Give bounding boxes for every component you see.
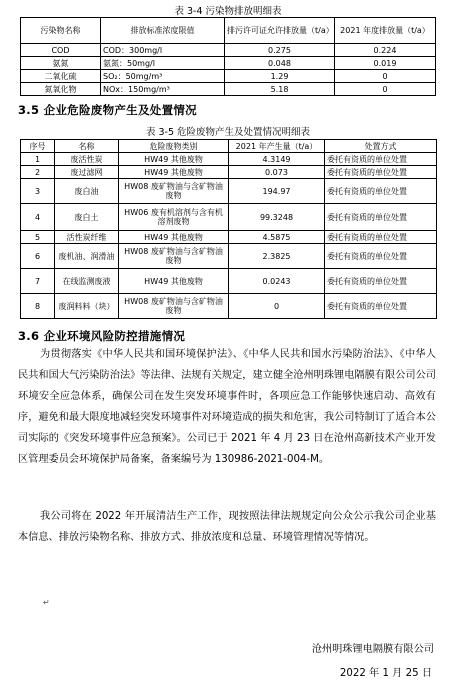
col-header: 危险废物类别 [119, 140, 229, 153]
table-cell: 委托有资质的单位处置 [325, 153, 437, 166]
col-header: 序号 [21, 140, 55, 153]
table-cell: 委托有资质的单位处置 [325, 244, 437, 269]
table-cell: 3 [21, 179, 55, 204]
table-cell: 委托有资质的单位处置 [325, 179, 437, 204]
table-row [21, 57, 436, 70]
table-cell: 0.224 [335, 44, 436, 57]
table-cell: 废机油、润滑油 [55, 244, 119, 269]
table-cell: 废活性炭 [55, 153, 119, 166]
pollutant-emission-table [20, 17, 436, 96]
table-cell: HW49 其他废物 [119, 231, 229, 244]
table-cell: 6 [21, 244, 55, 269]
table-row [21, 294, 437, 319]
col-header: 排污许可证允许排放量（t/a） [225, 18, 335, 44]
table-cell: 0 [229, 294, 325, 319]
table-row [21, 204, 437, 231]
table-cell: 5 [21, 231, 55, 244]
table-cell: 0.0243 [229, 269, 325, 294]
table-cell: 2 [21, 166, 55, 179]
table-row [21, 44, 436, 57]
col-header: 名称 [55, 140, 119, 153]
table-cell: 4 [21, 204, 55, 231]
body-paragraph: 我公司将在 2022 年开展清洁生产工作，现按照法律法规规定向公众公示我公司企业基本信息、排放污染物名称、排放方式、排放浓度和总量、环境管理情况等情况。 [18, 511, 436, 543]
section-heading-3-5: 3.5 企业危险废物产生及处置情况 [18, 103, 197, 117]
table-cell: 委托有资质的单位处置 [325, 204, 437, 231]
col-header: 2021 年度排放量（t/a） [335, 18, 436, 44]
paragraph-mark-icon: ↵ [43, 598, 50, 607]
table-cell: 0 [335, 83, 436, 96]
table-cell: 2.3825 [229, 244, 325, 269]
table-cell: 0.019 [335, 57, 436, 70]
table-row [21, 244, 437, 269]
table-cell: 二氧化硫 [21, 70, 101, 83]
table-cell: 废白土 [55, 204, 119, 231]
col-header: 排放标准浓度限值 [101, 18, 225, 44]
table-cell: 0 [335, 70, 436, 83]
table-cell: 氮氧化物 [21, 83, 101, 96]
table-header-row [21, 140, 437, 153]
table-cell: 0.048 [225, 57, 335, 70]
table-row [21, 231, 437, 244]
table-cell: 废白油 [55, 179, 119, 204]
table-cell: HW49 其他废物 [119, 166, 229, 179]
table-3-4-title: 表 3-4 污染物排放明细表 [174, 6, 282, 17]
section-heading-3-6: 3.6 企业环境风险防控措施情况 [18, 329, 186, 343]
body-paragraph: 为贯彻落实《中华人民共和国环境保护法》、《中华人民共和国水污染防治法》、《中华人民共和国大气污染防治法》等法律、法规有关规定，建立健全沧州明珠锂电隔膜有限公司公司环境安全应急体系，确保公司在发生突发环境事件时，各项应急工作能够快速启动、高效有序，避免和最大限度地减轻突发环境事件对环境造成的损失和危害，我公司特制订了适合本公司实际的《突发环境事件应急预案》。公司已于 2021 年 4 月 23 日在沧州高新技术产业开发区管理委员会环境保护局备案，备案编号为 130986-2021-004-M。 [18, 349, 436, 465]
table-cell: 1.29 [225, 70, 335, 83]
table-cell: 5.18 [225, 83, 335, 96]
hazardous-waste-table [20, 139, 437, 319]
table-row [21, 83, 436, 96]
table-cell: 194.97 [229, 179, 325, 204]
table-row [21, 70, 436, 83]
table-cell: 1 [21, 153, 55, 166]
table-cell: 废过滤网 [55, 166, 119, 179]
table-cell: 0.073 [229, 166, 325, 179]
table-cell: 委托有资质的单位处置 [325, 294, 437, 319]
table-cell: SO₂：50mg/m³ [101, 70, 225, 83]
col-header: 处置方式 [325, 140, 437, 153]
table-cell: HW49 其他废物 [119, 153, 229, 166]
table-cell: 委托有资质的单位处置 [325, 231, 437, 244]
table-cell: 7 [21, 269, 55, 294]
signature-company: 沧州明珠锂电隔膜有限公司 [311, 644, 434, 655]
table-3-5-title: 表 3-5 危险废物产生及处置情况明细表 [145, 127, 311, 138]
table-cell: 8 [21, 294, 55, 319]
table-cell: COD：300mg/l [101, 44, 225, 57]
table-cell: 4.3149 [229, 153, 325, 166]
table-cell: 活性炭纤维 [55, 231, 119, 244]
table-header-row [21, 18, 436, 44]
table-cell: 在线监测废液 [55, 269, 119, 294]
signature-date: 2022 年 1 月 25 日 [339, 668, 432, 679]
table-cell: HW08 废矿物油与含矿物油废物 [119, 244, 229, 269]
table-cell: HW08 废矿物油与含矿物油废物 [119, 179, 229, 204]
table-cell: HW49 其他废物 [119, 269, 229, 294]
table-cell: 废润料料（块） [55, 294, 119, 319]
table-cell: 99.3248 [229, 204, 325, 231]
table-cell: 氨氮 [21, 57, 101, 70]
col-header: 2021 年产生量（t/a） [229, 140, 325, 153]
table-cell: COD [21, 44, 101, 57]
table-cell: 委托有资质的单位处置 [325, 166, 437, 179]
table-cell: 0.275 [225, 44, 335, 57]
table-cell: HW08 废矿物油与含矿物油废物 [119, 294, 229, 319]
table-cell: NOx：150mg/m³ [101, 83, 225, 96]
table-row [21, 269, 437, 294]
table-cell: 4.5875 [229, 231, 325, 244]
col-header: 污染物名称 [21, 18, 101, 44]
table-cell: 委托有资质的单位处置 [325, 269, 437, 294]
table-cell: 氨氮：50mg/l [101, 57, 225, 70]
table-row [21, 166, 437, 179]
table-row [21, 179, 437, 204]
table-row [21, 153, 437, 166]
table-cell: HW06 废有机溶剂与含有机溶剂废物 [119, 204, 229, 231]
